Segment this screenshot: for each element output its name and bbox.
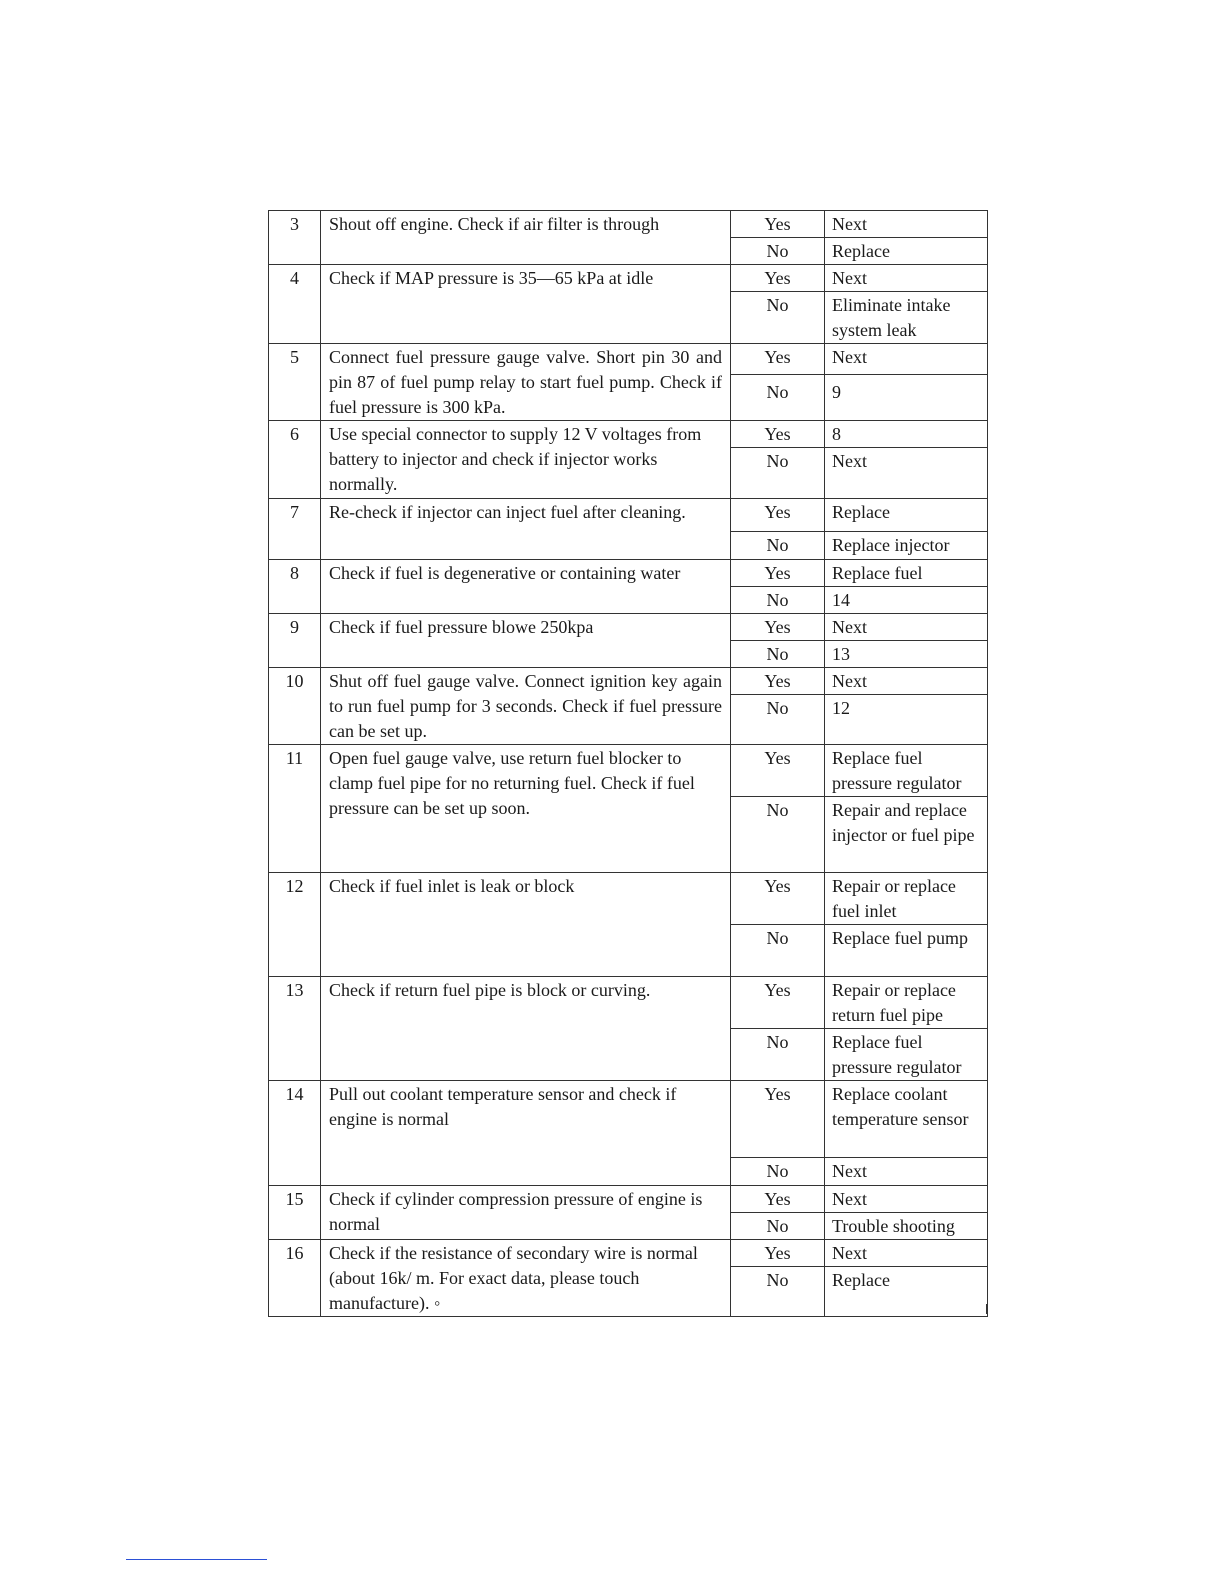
table-row [269,873,988,925]
no-result: Replace [825,1267,988,1317]
step-number: 13 [269,977,321,1081]
step-number: 14 [269,1081,321,1186]
no-result: Replace injector [825,532,988,560]
no-label: No [731,1267,825,1317]
yes-result: Replace coolant temperature sensor [825,1081,988,1158]
step-description: Check if the resistance of secondary wire is normal (about 16k/ m. For exact data, please touch manufacture). ◦ [321,1240,731,1317]
step-number: 9 [269,614,321,668]
table-edge-tick [986,1304,987,1314]
no-result: Replace [825,238,988,265]
no-result: Repair and replace injector or fuel pipe [825,797,988,873]
table-row [269,211,988,238]
yes-label: Yes [731,265,825,292]
yes-label: Yes [731,977,825,1029]
step-description: Connect fuel pressure gauge valve. Short pin 30 and pin 87 of fuel pump relay to start fuel pump. Check if fuel pressure is 300 kPa. [321,344,731,421]
step-description: Shout off engine. Check if air filter is through [321,211,731,265]
yes-result: Next [825,1240,988,1267]
no-label: No [731,925,825,977]
yes-result: Next [825,668,988,695]
yes-label: Yes [731,668,825,695]
yes-result: Replace [825,499,988,532]
step-number: 5 [269,344,321,421]
no-result: Replace fuel pressure regulator [825,1029,988,1081]
no-result: 13 [825,641,988,668]
yes-result: Replace fuel [825,560,988,587]
no-label: No [731,375,825,421]
no-result: Trouble shooting [825,1213,988,1240]
yes-label: Yes [731,614,825,641]
no-label: No [731,1213,825,1240]
table-row [269,668,988,695]
no-result: 12 [825,695,988,745]
yes-label: Yes [731,1186,825,1213]
table-row [269,1186,988,1213]
no-label: No [731,448,825,499]
step-number: 16 [269,1240,321,1317]
table-row [269,1081,988,1158]
no-label: No [731,1158,825,1186]
yes-result: Next [825,1186,988,1213]
yes-result: Replace fuel pressure regulator [825,745,988,797]
no-label: No [731,641,825,668]
yes-label: Yes [731,560,825,587]
step-description: Check if return fuel pipe is block or curving. [321,977,731,1081]
diagnosis-table [268,210,988,1317]
step-number: 12 [269,873,321,977]
table-row [269,344,988,375]
no-result: Replace fuel pump [825,925,988,977]
yes-label: Yes [731,499,825,532]
yes-label: Yes [731,421,825,448]
step-description: Open fuel gauge valve, use return fuel blocker to clamp fuel pipe for no returning fuel. Check if fuel pressure can be set up soon. [321,745,731,873]
step-description: Re-check if injector can inject fuel after cleaning. [321,499,731,560]
step-description: Check if fuel is degenerative or containing water [321,560,731,614]
table-row [269,560,988,587]
step-number: 11 [269,745,321,873]
step-number: 4 [269,265,321,344]
step-number: 15 [269,1186,321,1240]
table-row [269,265,988,292]
yes-result: Repair or replace return fuel pipe [825,977,988,1029]
table-row [269,614,988,641]
yes-result: Repair or replace fuel inlet [825,873,988,925]
no-result: 9 [825,375,988,421]
step-number: 7 [269,499,321,560]
table-row [269,977,988,1029]
yes-label: Yes [731,745,825,797]
yes-label: Yes [731,873,825,925]
yes-result: Next [825,614,988,641]
step-description: Use special connector to supply 12 V voltages from battery to injector and check if injector works normally. [321,421,731,499]
yes-result: 8 [825,421,988,448]
step-number: 3 [269,211,321,265]
no-label: No [731,238,825,265]
step-description: Check if MAP pressure is 35—65 kPa at idle [321,265,731,344]
no-label: No [731,587,825,614]
yes-result: Next [825,265,988,292]
no-result: Eliminate intake system leak [825,292,988,344]
table-row [269,421,988,448]
step-description: Check if fuel pressure blowe 250kpa [321,614,731,668]
no-result: 14 [825,587,988,614]
yes-label: Yes [731,1081,825,1158]
yes-label: Yes [731,1240,825,1267]
step-description: Check if fuel inlet is leak or block [321,873,731,977]
step-description: Check if cylinder compression pressure of engine is normal [321,1186,731,1240]
table-row [269,1240,988,1267]
step-number: 6 [269,421,321,499]
step-description: Shut off fuel gauge valve. Connect ignition key again to run fuel pump for 3 seconds. Check if fuel pressure can be set up. [321,668,731,745]
no-label: No [731,292,825,344]
yes-label: Yes [731,344,825,375]
no-label: No [731,532,825,560]
step-number: 8 [269,560,321,614]
table-row [269,745,988,797]
yes-result: Next [825,211,988,238]
step-description: Pull out coolant temperature sensor and check if engine is normal [321,1081,731,1186]
no-label: No [731,797,825,873]
no-label: No [731,695,825,745]
yes-label: Yes [731,211,825,238]
no-result: Next [825,448,988,499]
no-label: No [731,1029,825,1081]
step-number: 10 [269,668,321,745]
yes-result: Next [825,344,988,375]
no-result: Next [825,1158,988,1186]
table-row [269,499,988,532]
footnote-separator [126,1559,267,1560]
